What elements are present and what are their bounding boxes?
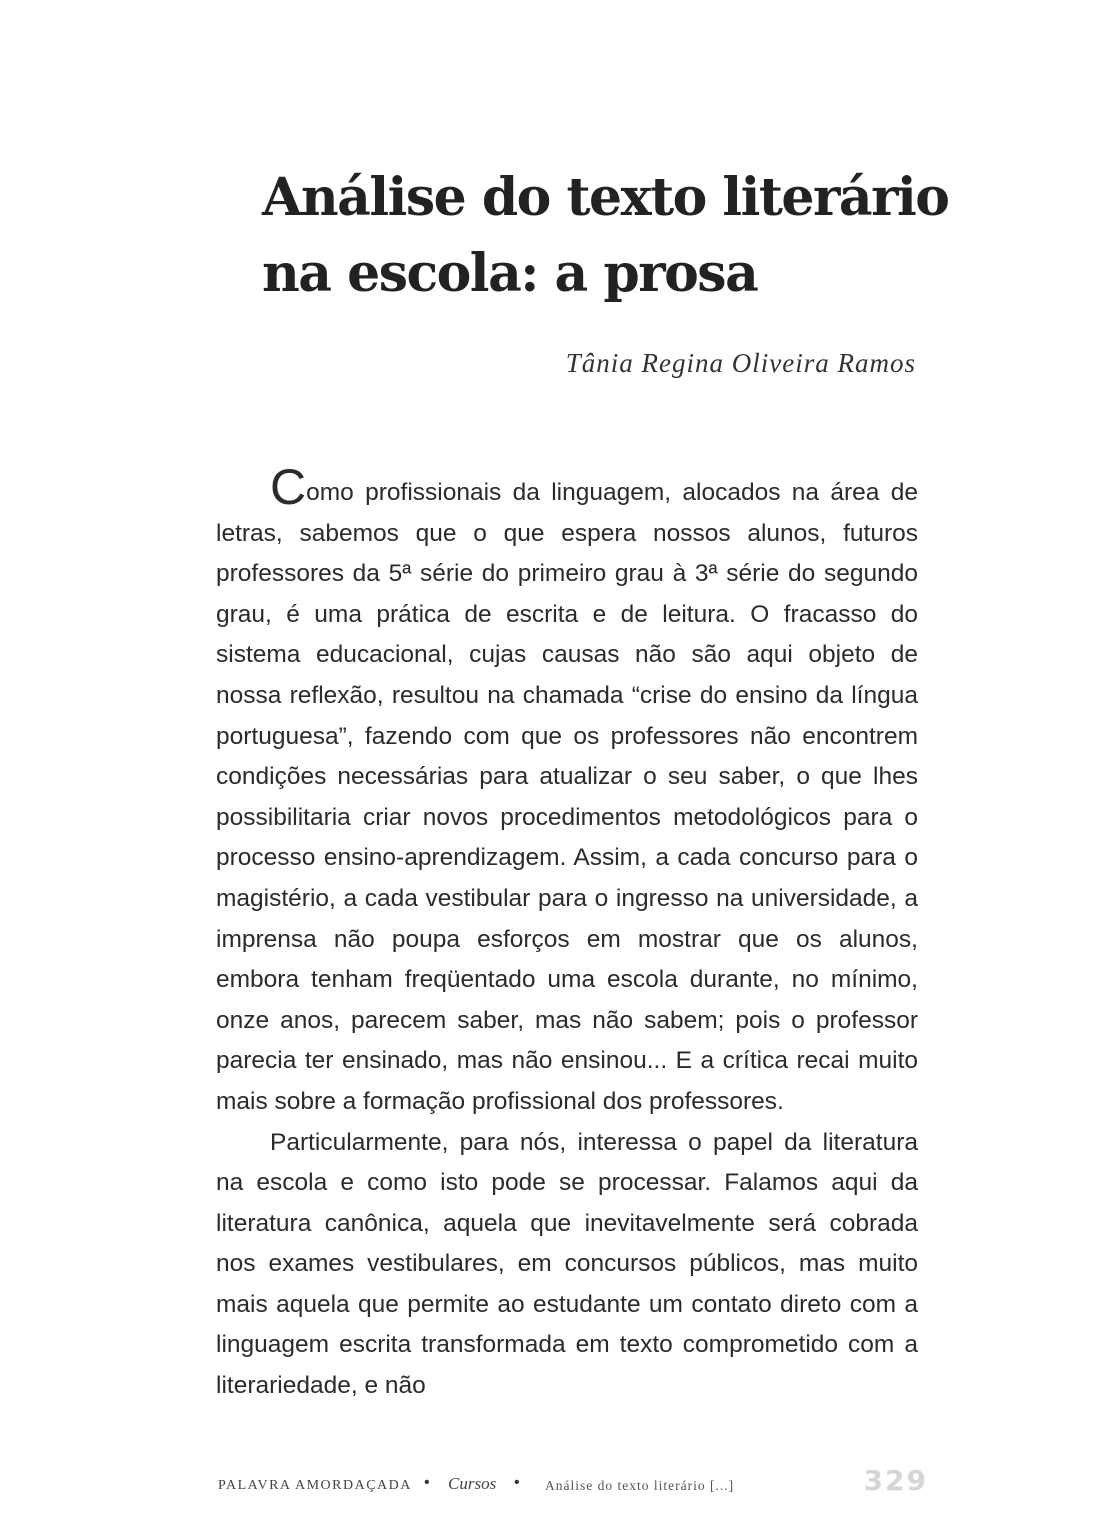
article-title-line-2: na escola: a prosa [262,243,758,304]
page-footer [218,1464,928,1504]
body-paragraph-1 [216,459,918,1123]
footer-section: Cursos [448,1474,497,1493]
footer-separator-bullet: • [424,1474,430,1491]
page-number: 329 [863,1464,928,1497]
article-title [262,160,962,312]
body-paragraph-2: Particularmente, para nós, interessa o papel da literatura na escola e como isto pode se processar. Falamos aqui da literatura canônica, aquela que inevitavelmente será cobrada nos exames vestibulares, em concursos públicos, mas muito mais aquela que permite ao estudante um contato direto com a linguagem escrita transformada em texto comprometido com a literariedade, e não [216,1128,918,1400]
article-author: Tânia Regina Oliveira Ramos [565,348,916,378]
body-paragraph-1-text: omo profissionais da linguagem, alocados na área de letras, sabemos que o que espera nossos alunos, futuros professores da 5ª série do primeiro grau à 3ª série do segundo grau, é uma prática de escrita e de leitura. O fracasso do sistema educacional, cujas causas não são aqui objeto de nossa reflexão, resultou na chamada “crise do ensino da língua portuguesa”, fazendo com que os professores não encontrem condições necessárias para atualizar o seu saber, o que lhes possibilitaria criar novos procedimentos metodológicos para o processo ensino-aprendizagem. Assim, a cada concurso para o magistério, a cada vestibular para o ingresso na universidade, a imprensa não poupa esforços em mostrar que os alunos, embora tenham freqüentado uma escola durante, no mínimo, onze anos, parecem saber, mas não sabem; pois o professor parecia ter ensinado, mas não ensinou... E a crítica recai muito mais sobre a formação profissional dos professores. [216,479,918,1115]
footer-separator-bullet: • [514,1474,520,1491]
article-body [216,459,918,1407]
footer-running-title: Análise do texto literário [...] [545,1478,735,1493]
drop-cap: C [270,459,307,515]
footer-publication: PALAVRA AMORDAÇADA [218,1478,412,1493]
article-title-line-1: Análise do texto literário [262,167,949,228]
